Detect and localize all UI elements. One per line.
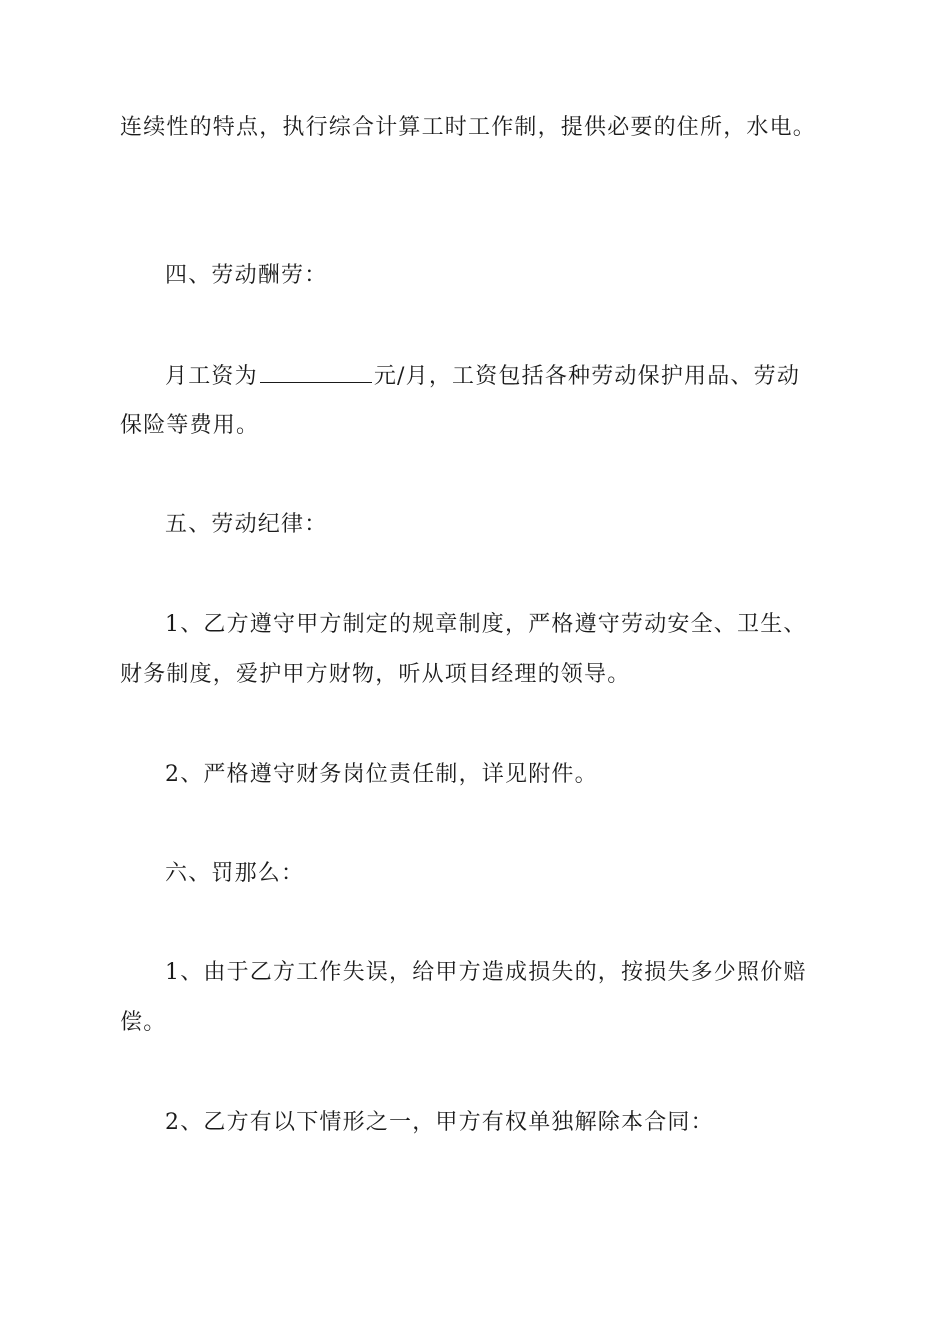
list-item-line: 2、乙方有以下情形之一，甲方有权单独解除本合同： xyxy=(165,1110,714,1135)
section-heading-penalty: 六、罚那么： xyxy=(165,861,305,886)
salary-prefix: 月工资为 xyxy=(165,364,258,389)
list-item-line: 偿。 xyxy=(120,1010,167,1035)
list-item-line: 1、乙方遵守甲方制定的规章制度，严格遵守劳动安全、卫生、 xyxy=(165,612,807,637)
paragraph-line-salary xyxy=(165,362,800,391)
salary-suffix: 元/月，工资包括各种劳动保护用品、劳动 xyxy=(373,364,801,389)
paragraph-line: 保险等费用。 xyxy=(120,413,260,438)
salary-blank-field xyxy=(260,362,372,383)
list-item-line: 2、严格遵守财务岗位责任制，详见附件。 xyxy=(165,762,598,787)
list-item-line: 财务制度，爱护甲方财物，听从项目经理的领导。 xyxy=(120,662,631,687)
list-item-line: 1、由于乙方工作失误，给甲方造成损失的，按损失多少照价赔 xyxy=(165,960,807,985)
section-heading-remuneration: 四、劳动酬劳： xyxy=(165,263,328,288)
paragraph-line: 连续性的特点，执行综合计算工时工作制，提供必要的住所，水电。 xyxy=(120,115,817,140)
section-heading-discipline: 五、劳动纪律： xyxy=(165,512,328,537)
